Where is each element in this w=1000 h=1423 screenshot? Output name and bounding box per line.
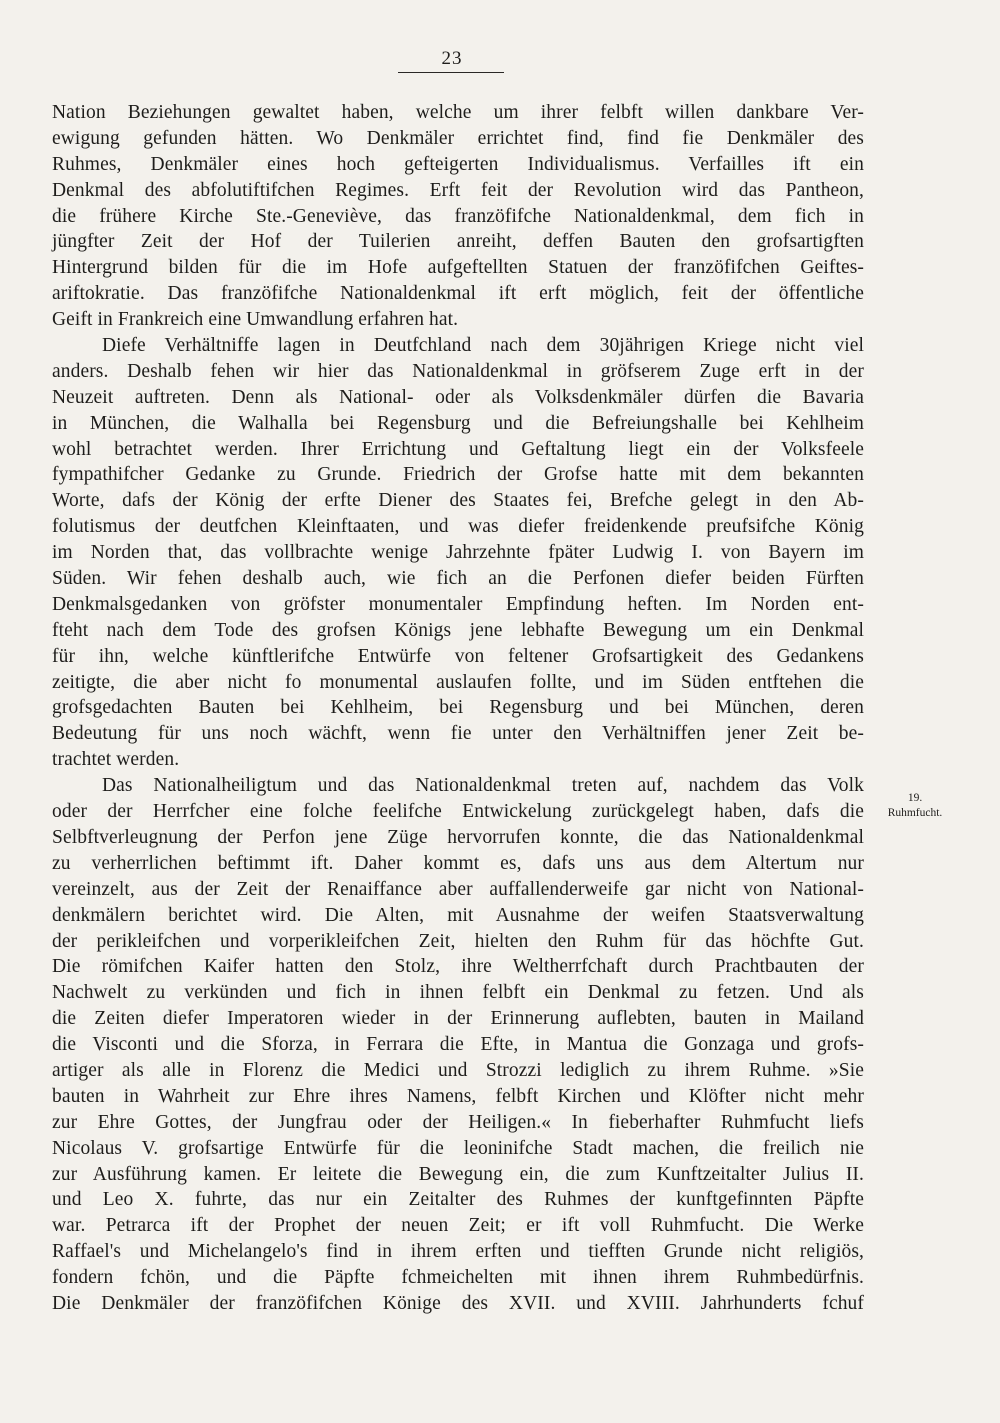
text-line: die Visconti und die Sforza, in Ferrara die Efte, in Mantua die Gonzaga und grofs-	[52, 1034, 864, 1056]
text-line: zur Ehre Gottes, der Jungfrau oder der Heiligen.« In fieberhafter Ruhmfucht liefs	[52, 1111, 864, 1133]
body-text	[52, 100, 864, 1317]
text-line: und Leo X. fuhrte, das nur ein Zeitalter des Ruhmes der kunftgefinnten Päpfte	[52, 1189, 864, 1211]
text-line: anders. Deshalb fehen wir hier das Nationaldenkmal in gröfserem Zuge erft in der	[52, 360, 864, 382]
text-line: in München, die Walhalla bei Regensburg und die Befreiungshalle bei Kehlheim	[52, 412, 864, 434]
header-rule	[398, 72, 504, 73]
text-line: fympathifcher Gedanke zu Grunde. Friedrich der Grofse hatte mit dem bekannten	[52, 464, 864, 486]
text-line: Nation Beziehungen gewaltet haben, welche um ihrer felbft willen dankbare Ver-	[52, 102, 864, 123]
text-line: zeitigte, die aber nicht fo monumental auslaufen follte, und im Süden entftehen die	[52, 671, 864, 693]
text-line: jüngfter Zeit der Hof der Tuilerien anreiht, deffen Bauten den grofsartigften	[52, 231, 864, 253]
text-line: Die Denkmäler der franzöfifchen Könige des XVII. und XVIII. Jahrhunderts fchuf	[52, 1292, 864, 1314]
text-line: vereinzelt, aus der Zeit der Renaiffance aber auffallenderweife gar nicht von National-	[52, 878, 864, 900]
text-line: oder der Herrfcher eine folche feelifche Entwickelung zurückgelegt haben, dafs die	[52, 801, 864, 823]
text-line: Raffael's und Michelangelo's find in ihrem erften und tiefften Grunde nicht religiös,	[52, 1241, 864, 1263]
text-line: im Norden that, das vollbrachte wenige Jahrzehnte fpäter Ludwig I. von Bayern im	[52, 542, 864, 564]
margin-note-number: 19.	[907, 792, 923, 804]
text-line: fondern fchön, und die Päpfte fchmeichelten mit ihnen ihrem Ruhmbedürfnis.	[52, 1267, 864, 1289]
text-line: Hintergrund bilden für die im Hofe aufgeftellten Statuen der franzöfifchen Geiftes-	[52, 257, 864, 279]
page-number: 23	[441, 48, 463, 69]
text-line: Neuzeit auftreten. Denn als National- oder als Volksdenkmäler dürfen die Bavaria	[52, 386, 864, 408]
margin-note-label: Ruhmfucht.	[887, 807, 943, 819]
text-line: trachtet werden.	[52, 749, 180, 771]
text-line: ariftokratie. Das franzöfifche Nationaldenkmal ift erft möglich, feit der öffentliche	[52, 283, 864, 305]
text-line: grofsgedachten Bauten bei Kehlheim, bei Regensburg und bei München, deren	[52, 697, 864, 719]
text-line: Bedeutung für uns noch wächft, wenn fie unter den Verhältniffen jener Zeit be-	[52, 723, 864, 745]
text-line: Worte, dafs der König der erfte Diener des Staates fei, Brefche gelegt in den Ab-	[52, 490, 864, 512]
text-line: Das Nationalheiligtum und das Nationaldenkmal treten auf, nachdem das Volk	[102, 775, 864, 797]
text-line: Ruhmes, Denkmäler eines hoch gefteigerten Individualismus. Verfailles ift ein	[52, 153, 864, 175]
text-line: folutismus der deutfchen Kleinftaaten, und was diefer freidenkende preufsifche König	[52, 516, 864, 538]
text-line: Nicolaus V. grofsartige Entwürfe für die leoninifche Stadt machen, die freilich nie	[52, 1137, 864, 1159]
text-line: bauten in Wahrheit zur Ehre ihres Namens, felbft Kirchen und Klöfter nicht mehr	[52, 1085, 864, 1107]
text-line: ewigung gefunden hätten. Wo Denkmäler errichtet find, find fie Denkmäler des	[52, 127, 864, 149]
text-line: artiger als alle in Florenz die Medici und Strozzi lediglich zu ihrem Ruhme. »Sie	[52, 1059, 864, 1081]
text-line: die Zeiten diefer Imperatoren wieder in der Erinnerung auflebten, bauten in Mailand	[52, 1008, 864, 1030]
text-line: Selbftverleugnung der Perfon jene Züge hervorrufen konnte, die das Nationaldenkmal	[52, 826, 864, 848]
text-line: der perikleifchen und vorperikleifchen Zeit, hielten den Ruhm für das höchfte Gut.	[52, 930, 864, 952]
text-line: Die römifchen Kaifer hatten den Stolz, ihre Weltherrfchaft durch Prachtbauten der	[52, 956, 864, 978]
margin-note	[870, 791, 960, 821]
text-line: zu verherrlichen beftimmt ift. Daher kommt es, dafs uns aus dem Altertum nur	[52, 852, 864, 874]
text-line: fteht nach dem Tode des grofsen Königs jene lebhafte Bewegung um ein Denkmal	[52, 619, 864, 641]
text-line: Denkmal des abfolutiftifchen Regimes. Erft feit der Revolution wird das Pantheon,	[52, 179, 864, 201]
text-line: die frühere Kirche Ste.-Geneviève, das franzöfifche Nationaldenkmal, dem fich in	[52, 205, 864, 227]
text-line: wohl betrachtet werden. Ihrer Errichtung und Geftaltung liegt ein der Volksfeele	[52, 438, 864, 460]
text-line: Süden. Wir fehen deshalb auch, wie fich an die Perfonen diefer beiden Fürften	[52, 568, 864, 590]
text-line: für ihn, welche künftlerifche Entwürfe von feltener Grofsartigkeit des Gedankens	[52, 645, 864, 667]
text-line: Diefe Verhältniffe lagen in Deutfchland nach dem 30jährigen Kriege nicht viel	[102, 335, 864, 357]
text-line: Denkmalsgedanken von gröfster monumentaler Empfindung heften. Im Norden ent-	[52, 593, 864, 615]
text-line: war. Petrarca ift der Prophet der neuen Zeit; er ift voll Ruhmfucht. Die Werke	[52, 1215, 864, 1237]
text-line: zur Ausführung kamen. Er leitete die Bewegung ein, die zum Kunftzeitalter Julius II.	[52, 1163, 864, 1185]
text-line: Nachwelt zu verkünden und fich in ihnen felbft ein Denkmal zu fetzen. Und als	[52, 982, 864, 1004]
text-line: denkmälern berichtet wird. Die Alten, mit Ausnahme der weifen Staatsverwaltung	[52, 904, 864, 926]
text-line: Geift in Frankreich eine Umwandlung erfahren hat.	[52, 309, 459, 331]
